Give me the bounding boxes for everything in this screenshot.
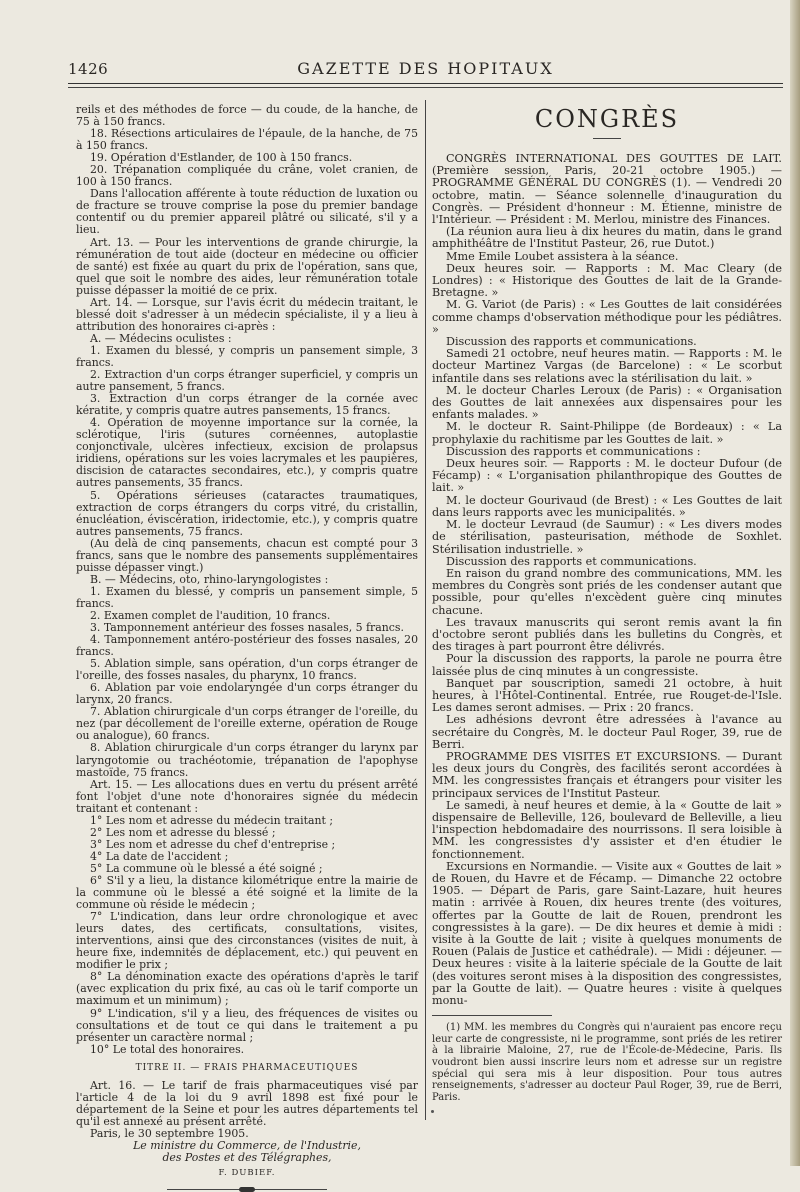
paragraph: PROGRAMME DES VISITES ET EXCURSIONS. — Durant les deux jours du Congrès, des facilités seront accordées à MM. les congressistes français et étrangers pour visiter les principaux services de l'Institut Pasteur. bbox=[432, 749, 782, 800]
journal-title: GAZETTE DES HOPITAUX bbox=[297, 59, 554, 78]
list-item: 20. Trépanation compliquée du crâne, volet cranien, de 100 à 150 francs. bbox=[76, 163, 418, 189]
paragraph: (La réunion aura lieu à dix heures du matin, dans le grand amphithéâtre de l'Institut Pasteur, 26, rue Dutot.) bbox=[432, 225, 782, 251]
paragraph: Mme Emile Loubet assistera à la séance. bbox=[446, 249, 679, 263]
list-item: 2° Les nom et adresse du blessé ; bbox=[90, 825, 276, 839]
list-item: 7° L'indication, dans leur ordre chronologique et avec leurs dates, des certificats, consultations, visites, interventions, ainsi que des circonstances (visites de nuit, à heure fixe, indemnités de déplacement, etc.) qui peuvent en modifier le prix ; bbox=[76, 910, 418, 972]
list-item: 1. Examen du blessé, y compris un pansement simple, 3 francs. bbox=[76, 343, 418, 369]
paragraph: Discussion des rapports et communications : bbox=[446, 444, 701, 458]
list-item: 8. Ablation chirurgicale d'un corps étranger du larynx par laryngotomie ou trachéotomie, trépanation de l'apophyse mastoïde, 75 francs. bbox=[76, 741, 418, 779]
left-column bbox=[76, 104, 418, 1190]
list-item: 18. Résections articulaires de l'épaule, de la hanche, de 75 à 150 francs. bbox=[76, 127, 418, 153]
list-item: 19. Opération d'Estlander, de 100 à 150 francs. bbox=[90, 151, 353, 165]
paragraph: Les adhésions devront être adressées à l'avance au secrétaire du Congrès, M. le docteur Paul Roger, 39, rue de Berri. bbox=[432, 713, 782, 751]
title-rule bbox=[593, 138, 621, 139]
page-number: 1426 bbox=[68, 60, 109, 78]
paragraph: M. le docteur Gourivaud (de Brest) : « Les Gouttes de lait dans leurs rapports avec les municipalités. » bbox=[432, 493, 782, 519]
list-item: 3. Extraction d'un corps étranger de la cornée avec kératite, y compris quatre autres pansements, 15 francs. bbox=[76, 392, 418, 418]
list-item: 10° Le total des honoraires. bbox=[90, 1042, 245, 1056]
list-item: 4° La date de l'accident ; bbox=[90, 849, 229, 863]
signature-title: Le ministre du Commerce, de l'Industrie, bbox=[133, 1138, 361, 1152]
list-item: 6° S'il y a lieu, la distance kilométrique entre la mairie de la commune où le blessé a été soigné et la limite de la commune où réside le médecin ; bbox=[76, 874, 418, 912]
footnote-rule bbox=[432, 1015, 552, 1016]
congress-intro: CONGRÈS INTERNATIONAL DES GOUTTES DE LAIT. (Première session, Paris, 20-21 octobre 1905.) — PROGRAMME GÉNÉRAL DU CONGRÈS (1). — Vendredi 20 octobre, matin. — Séance solennelle d'inauguration du Congrès. — Président d'honneur : M. Étienne, ministre de l'Intérieur. — Président : M. Merlou, ministre des Finances. bbox=[432, 152, 782, 227]
section-heading-congres: CONGRÈS bbox=[534, 105, 680, 133]
end-ornament-rule bbox=[167, 1189, 327, 1190]
paragraph: M. le docteur Levraud (de Saumur) : « Les divers modes de stérilisation, pasteurisation, méthode de Soxhlet. Stérilisation industrielle. » bbox=[432, 518, 782, 556]
paragraph: Pour la discussion des rapports, la parole ne pourra être laissée plus de cinq minutes à un congressiste. bbox=[432, 652, 782, 678]
paragraph: M. le docteur R. Saint-Philippe (de Bordeaux) : « La prophylaxie du rachitisme par les Gouttes de lait. » bbox=[432, 420, 782, 446]
list-item: 9° L'indication, s'il y a lieu, des fréquences de visites ou consultations et de tout ce qui dans le traitement a pu présenter un caractère normal ; bbox=[76, 1006, 418, 1044]
list-item: 4. Tamponnement antéro-postérieur des fosses nasales, 20 francs. bbox=[76, 633, 418, 659]
article-15: Art. 15. — Les allocations dues en vertu du présent arrêté font l'objet d'une note d'honoraires signée du médecin traitant et contenant : bbox=[76, 777, 418, 815]
list-item: 3. Tamponnement antérieur des fosses nasales, 5 francs. bbox=[90, 621, 404, 635]
paragraph: Discussion des rapports et communications. bbox=[446, 554, 697, 568]
list-item: 8° La dénomination exacte des opérations d'après le tarif (avec explication du prix fixé, au cas où le tarif comporte un maximum et un minimum) ; bbox=[76, 970, 418, 1008]
paragraph: Deux heures soir. — Rapports : M. le docteur Dufour (de Fécamp) : « L'organisation philanthropique des Gouttes de lait. » bbox=[432, 457, 782, 495]
column-divider bbox=[425, 100, 426, 1120]
paragraph: En raison du grand nombre des communications, MM. les membres du Congrès sont priés de les condenser autant que possible, pour qu'elles n'excèdent guère cinq minutes chacune. bbox=[432, 566, 782, 617]
page-edge-shadow bbox=[790, 0, 800, 1166]
paragraph: Dans l'allocation afférente à toute réduction de luxation ou de fracture se trouve comprise la pose du premier bandage contentif ou du premier appareil plâtré ou silicaté, s'il y a lieu. bbox=[76, 187, 418, 237]
paragraph: Samedi 21 octobre, neuf heures matin. — Rapports : M. le docteur Martinez Vargas (de Barcelone) : « Le scorbut infantile dans ses relations avec la stérilisation du lait. » bbox=[432, 347, 782, 385]
section-title: TITRE II. — FRAIS PHARMACEUTIQUES bbox=[135, 1062, 359, 1073]
list-item: 2. Examen complet de l'audition, 10 francs. bbox=[90, 608, 331, 622]
page-header bbox=[68, 58, 783, 82]
footnote: (1) MM. les membres du Congrès qui n'auraient pas encore reçu leur carte de congressiste, ni le programme, sont priés de les retirer à la librairie Maloine, 27, rue de l'École-de-Médecine, Paris. Ils voudront bien aussi inscrire leurs nom et adresse sur un registre spécial qui sera mis à leur disposition. Pour tous autres renseignements, s'adresser au docteur Paul Roger, 39, rue de Berri, Paris. bbox=[432, 1022, 782, 1103]
paragraph: Discussion des rapports et communications. bbox=[446, 335, 697, 349]
paragraph: M. le docteur Charles Leroux (de Paris) : « Organisation des Gouttes de lait annexées aux dispensaires pour les enfants malades. » bbox=[432, 383, 782, 422]
paragraph: M. G. Variot (de Paris) : « Les Gouttes de lait considérées comme champs d'observation méthodique pour les pédiâtres. » bbox=[432, 298, 782, 336]
list-item: 1° Les nom et adresse du médecin traitant ; bbox=[90, 813, 334, 827]
list-item: 5. Ablation simple, sans opération, d'un corps étranger de l'oreille, des fosses nasales, du pharynx, 10 francs. bbox=[76, 657, 418, 683]
list-item: 5° La commune où le blessé a été soigné ; bbox=[90, 861, 323, 875]
list-item: 5. Opérations sérieuses (cataractes traumatiques, extraction de corps étrangers du corps vitré, du cristallin, énucléation, éviscération, iridectomie, etc.), y compris quatre autres pansements, 75 francs. bbox=[76, 488, 418, 538]
subsection-heading: A. — Médecins oculistes : bbox=[90, 331, 232, 345]
signature-title-2: des Postes et des Télégraphes, bbox=[162, 1151, 332, 1165]
list-item: 7. Ablation chirurgicale d'un corps étranger de l'oreille, du nez (par décollement de l'oreille externe, opération de Rouge ou analogue), 60 francs. bbox=[76, 705, 418, 743]
paragraph: reils et des méthodes de force — du coude, de la hanche, de 75 à 150 francs. bbox=[76, 103, 418, 129]
date-line: Paris, le 30 septembre 1905. bbox=[90, 1126, 249, 1140]
list-item: 2. Extraction d'un corps étranger superficiel, y compris un autre pansement, 5 francs. bbox=[76, 368, 418, 394]
header-rule bbox=[68, 83, 783, 84]
subsection-heading: B. — Médecins, oto, rhino-laryngologistes : bbox=[90, 572, 329, 586]
paragraph: Le samedi, à neuf heures et demie, à la « Goutte de lait » dispensaire de Belleville, 126, boulevard de Belleville, a lieu l'inspection hebdomadaire des nourrissons. Il sera loisible à MM. les congressistes d'y assister et d'en étudier le fonctionnement. bbox=[432, 798, 782, 861]
ink-speck bbox=[431, 1110, 434, 1113]
paragraph: (Au delà de cinq pansements, chacun est compté pour 3 francs, sans que le nombre des pansements supplémentaires puisse dépasser vingt.) bbox=[76, 536, 418, 574]
paragraph: Excursions en Normandie. — Visite aux « Gouttes de lait » de Rouen, du Havre et de Fécamp. — Dimanche 22 octobre 1905. — Départ de Paris, gare Saint-Lazare, huit heures matin : arrivée à Rouen, dix heures trente (des voitures, offertes par la Goutte de lait de Rouen, prendront les congressistes à la gare). — De dix heures et demie à midi : visite à la Goutte de lait ; visite à quelques monuments de Rouen (Palais de Justice et cathédrale). — Midi : déjeuner. — Deux heures : visite à la laiterie spéciale de la Goutte de lait (des voitures seront mises à la disposition des congressistes, par la Goutte de lait). — Quatre heures : visite à quelques monu- bbox=[432, 859, 782, 1008]
list-item: 4. Opération de moyenne importance sur la cornée, la sclérotique, l'iris (sutures cornéennes, autoplastie conjonctivale, ulcères infectieux, excision de prolapsus iridiens, opérations sur les voies lacrymales et les paupières, discision de cataractes secondaires, etc.), y compris quatre autres pansements, 35 francs. bbox=[76, 416, 418, 490]
list-item: 1. Examen du blessé, y compris un pansement simple, 5 francs. bbox=[76, 584, 418, 610]
article-13: Art. 13. — Pour les interventions de grande chirurgie, la rémunération de tout aide (docteur en médecine ou officier de santé) est fixée au quart du prix de l'opération, sans que, quel que soit le nombre des aides, leur rémunération totale puisse dépasser la moitié de ce prix. bbox=[76, 235, 418, 297]
paragraph: Deux heures soir. — Rapports : M. Mac Cleary (de Londres) : « Historique des Gouttes de lait de la Grande-Bretagne. » bbox=[432, 261, 782, 300]
paragraph: Les travaux manuscrits qui seront remis avant la fin d'octobre seront publiés dans les bulletins du Congrès, et des tirages à part pourront être délivrés. bbox=[432, 615, 782, 654]
article-14: Art. 14. — Lorsque, sur l'avis écrit du médecin traitant, le blessé doit s'adresser à un médecin spécialiste, il y a lieu à attribution des honoraires ci-après : bbox=[76, 295, 418, 333]
header-rule-thin bbox=[68, 87, 783, 88]
list-item: 6. Ablation par voie endolaryngée d'un corps étranger du larynx, 20 francs. bbox=[76, 681, 418, 707]
right-column bbox=[432, 104, 782, 1103]
signer-name: F. DUBIEF. bbox=[218, 1168, 276, 1179]
article-16: Art. 16. — Le tarif de frais pharmaceutiques visé par l'article 4 de la loi du 9 avril 1898 est fixé pour le département de la Seine et pour les autres départements tel qu'il est annexé au présent arrêté. bbox=[76, 1078, 418, 1128]
paragraph: Banquet par souscription, samedi 21 octobre, à huit heures, à l'Hôtel-Continental. Entrée, rue Rouget-de-l'Isle. Les dames seront admises. — Prix : 20 francs. bbox=[432, 676, 782, 715]
list-item: 3° Les nom et adresse du chef d'entreprise ; bbox=[90, 837, 336, 851]
